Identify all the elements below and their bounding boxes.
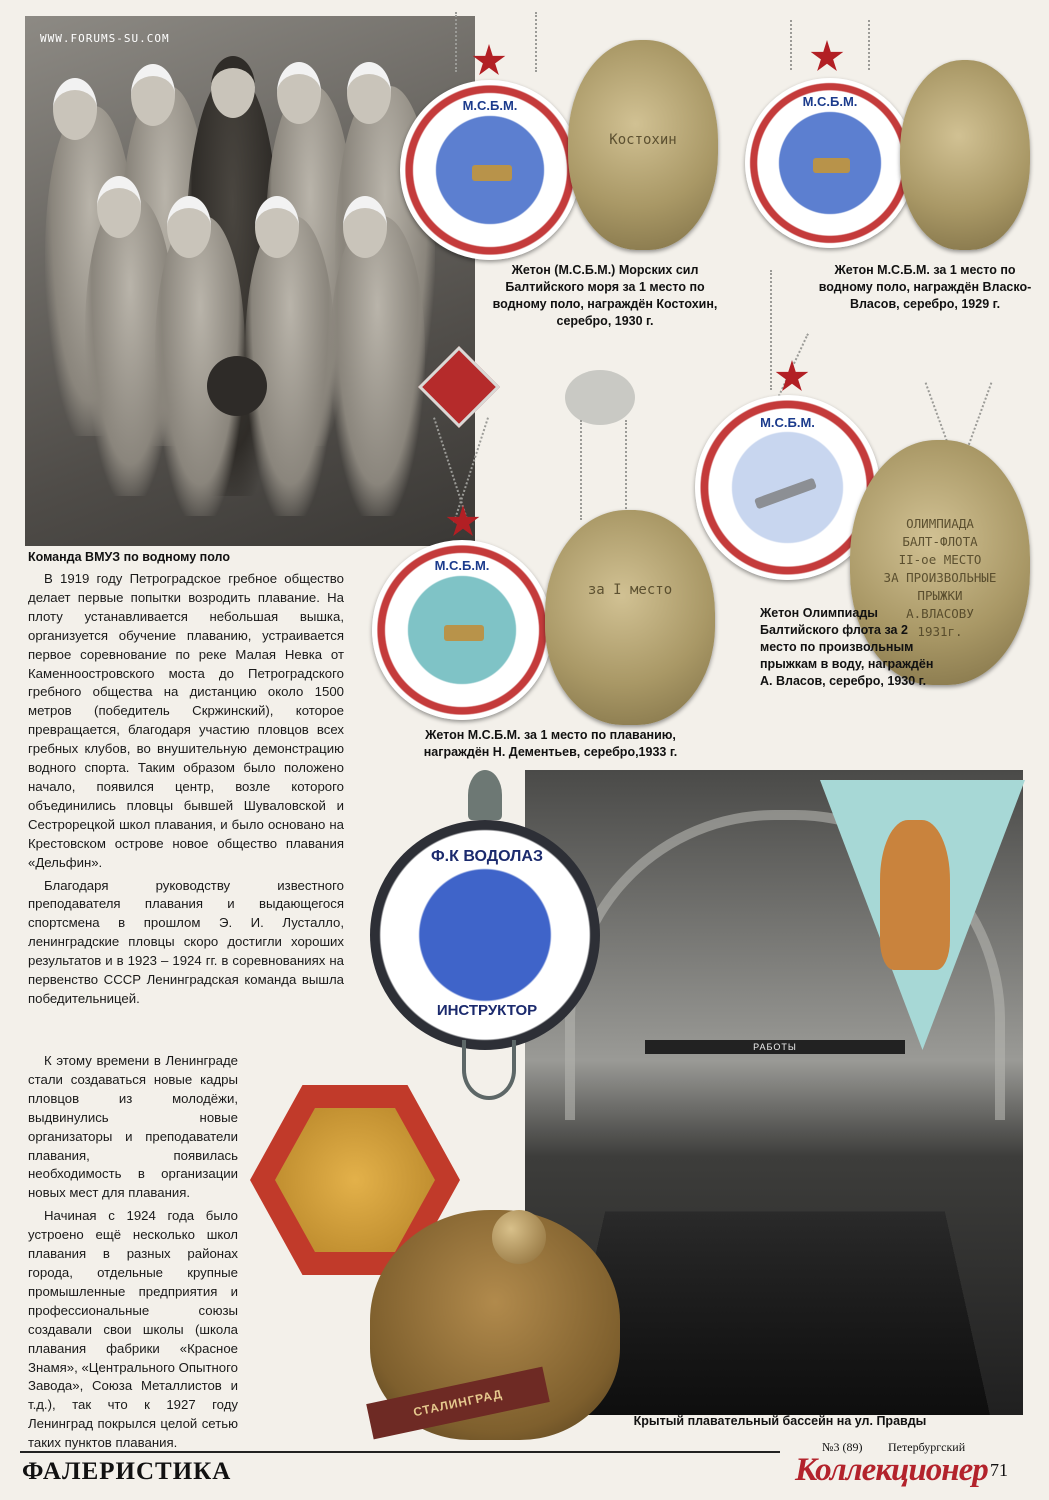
pool-banner: РАБОТЫ [645, 1040, 905, 1054]
swimmer-icon [813, 158, 850, 173]
section-title: ФАЛЕРИСТИКА [22, 1458, 232, 1485]
stalingrad-banner: СТАЛИНГРАД [366, 1367, 550, 1440]
anchor-icon [462, 1040, 516, 1100]
magazine-subtitle: Петербургский [888, 1440, 966, 1454]
chain [580, 420, 582, 520]
article-paragraph: Начиная с 1924 года было устроено ещё несколько школ плавания в разных районах города, отдельные крупные промышленные предприятия и профессиональные союзы создавали свои школы (школа плавания фабрики «Красное Знамя», «Центрального Опытного Завода», Союза Металлистов и т.д.), так что к 1927 году Ленинград покрылся целой сетью таких пунктов плавания. [28, 1208, 238, 1451]
medal-back-vlasko [900, 60, 1030, 250]
badge-label: М.С.Б.М. [462, 98, 518, 113]
footer-rule [20, 1451, 780, 1453]
caption-vlasko: Жетон М.С.Б.М. за 1 место по водному поло, награждён Власко-Власов, серебро, 1929 г. [818, 263, 1032, 311]
engraving-line: 1931г. [917, 624, 963, 639]
medal-back-kostokhin [568, 40, 718, 250]
article-paragraph: К этому времени в Ленинграде стали создаваться новые кадры пловцов из молодёжи, выдвинулись новые организаторы и преподаватели плавания, появилась необходимость в организации новых мест для плавания. [28, 1053, 238, 1201]
engraving-line: А.ВЛАСОВУ [906, 606, 974, 621]
chain [455, 12, 457, 72]
chain [625, 420, 627, 520]
chain [868, 20, 870, 70]
caption-olympiad: Жетон Олимпиады Балтийского флота за 2 место по произвольным прыжкам в воду, награждён А. Власов, серебро, 1930 г. [760, 606, 934, 688]
article-paragraph: Благодаря руководству известного преподавателя плавания и выдающегося спортсмена в прошлом Э. И. Лусталло, ленинградские пловцы скоро достигли хороших результатов и в 1923 – 1924 гг. в соревнованиях на первенство СССР Ленинградская команда вышла победительницей. [28, 877, 344, 1006]
diver-figure-icon [880, 820, 950, 970]
engraving: за I место [587, 582, 673, 598]
red-star-icon [810, 40, 844, 74]
badge-label: М.С.Б.М. [802, 94, 858, 109]
medal-back-dementiev [545, 510, 715, 725]
engraving-line: II-ое МЕСТО [898, 552, 982, 567]
team-photo-caption: Команда ВМУЗ по водному поло [28, 550, 230, 564]
engraving-line: ОЛИМПИАДА [906, 516, 974, 531]
article-block-1 [28, 570, 344, 1013]
article-block-2 [28, 1052, 238, 1457]
magazine-logo: Коллекционер [795, 1452, 988, 1488]
screw-back-pin [565, 370, 635, 425]
red-star-icon [472, 44, 506, 78]
caption-dementiev: Жетон М.С.Б.М. за 1 место по плаванию, награждён Н. Дементьев, серебро,1933 г. [423, 728, 678, 759]
swimmer-icon [444, 625, 484, 641]
team-photo [25, 16, 475, 546]
caption-kostokhin: Жетон (М.С.Б.М.) Морских сил Балтийского моря за 1 место по водному поло, награждён Костохин, серебро, 1930 г. [492, 263, 718, 328]
issue-number: №3 (89) [822, 1440, 863, 1454]
article-paragraph: В 1919 году Петроградское гребное общество делает первые попытки возродить плавание. На плоту устанавливается небольшая вышка, организуется обучение плаванию, устраивается первое соревнование по реке Малая Невка от Каменноостровского моста до Петроградского гребного общества на дистанцию около 1500 метров (победитель Скржинский), которое превращается, благодаря участию пловцов всех гребных клубов, во внушительную демонстрацию водного спорта. Таким образом было положено начало, появился центр, возле которого объединились пловцы бывшей Шуваловской и Сестрорецкой школ плавания, и было основано на Крестовском острове новое общество плавания «Дельфин». [28, 571, 344, 870]
engraving-line: ПРЫЖКИ [917, 588, 963, 603]
badge-label: М.С.Б.М. [760, 415, 815, 430]
page-number: 71 [990, 1460, 1008, 1480]
vodolaz-instructor-badge [362, 770, 612, 1100]
chain [790, 20, 792, 70]
water-polo-ball-icon [492, 1210, 546, 1264]
msbm-badge-front-1 [400, 80, 580, 260]
chain [535, 12, 537, 72]
vodolaz-top-text: Ф.К ВОДОЛАЗ [431, 848, 543, 865]
vodolaz-bottom-text: ИНСТРУКТОР [436, 1002, 538, 1019]
engraving-line: ЗА ПРОИЗВОЛЬНЫЕ [883, 570, 997, 585]
diver-icon [754, 477, 817, 509]
msbm-badge-front-3 [372, 540, 552, 720]
chain [770, 270, 772, 390]
engraving-line: БАЛТ-ФЛОТА [902, 534, 978, 549]
swimmer-icon [472, 165, 512, 181]
badge-label: М.С.Б.М. [434, 558, 490, 573]
watermark: WWW.FORUMS-SU.COM [40, 32, 170, 45]
engraving: Костохин [609, 132, 677, 148]
caption-pool: Крытый плавательный бассейн на ул. Правды [633, 1414, 927, 1428]
msbm-badge-front-2 [745, 78, 915, 248]
